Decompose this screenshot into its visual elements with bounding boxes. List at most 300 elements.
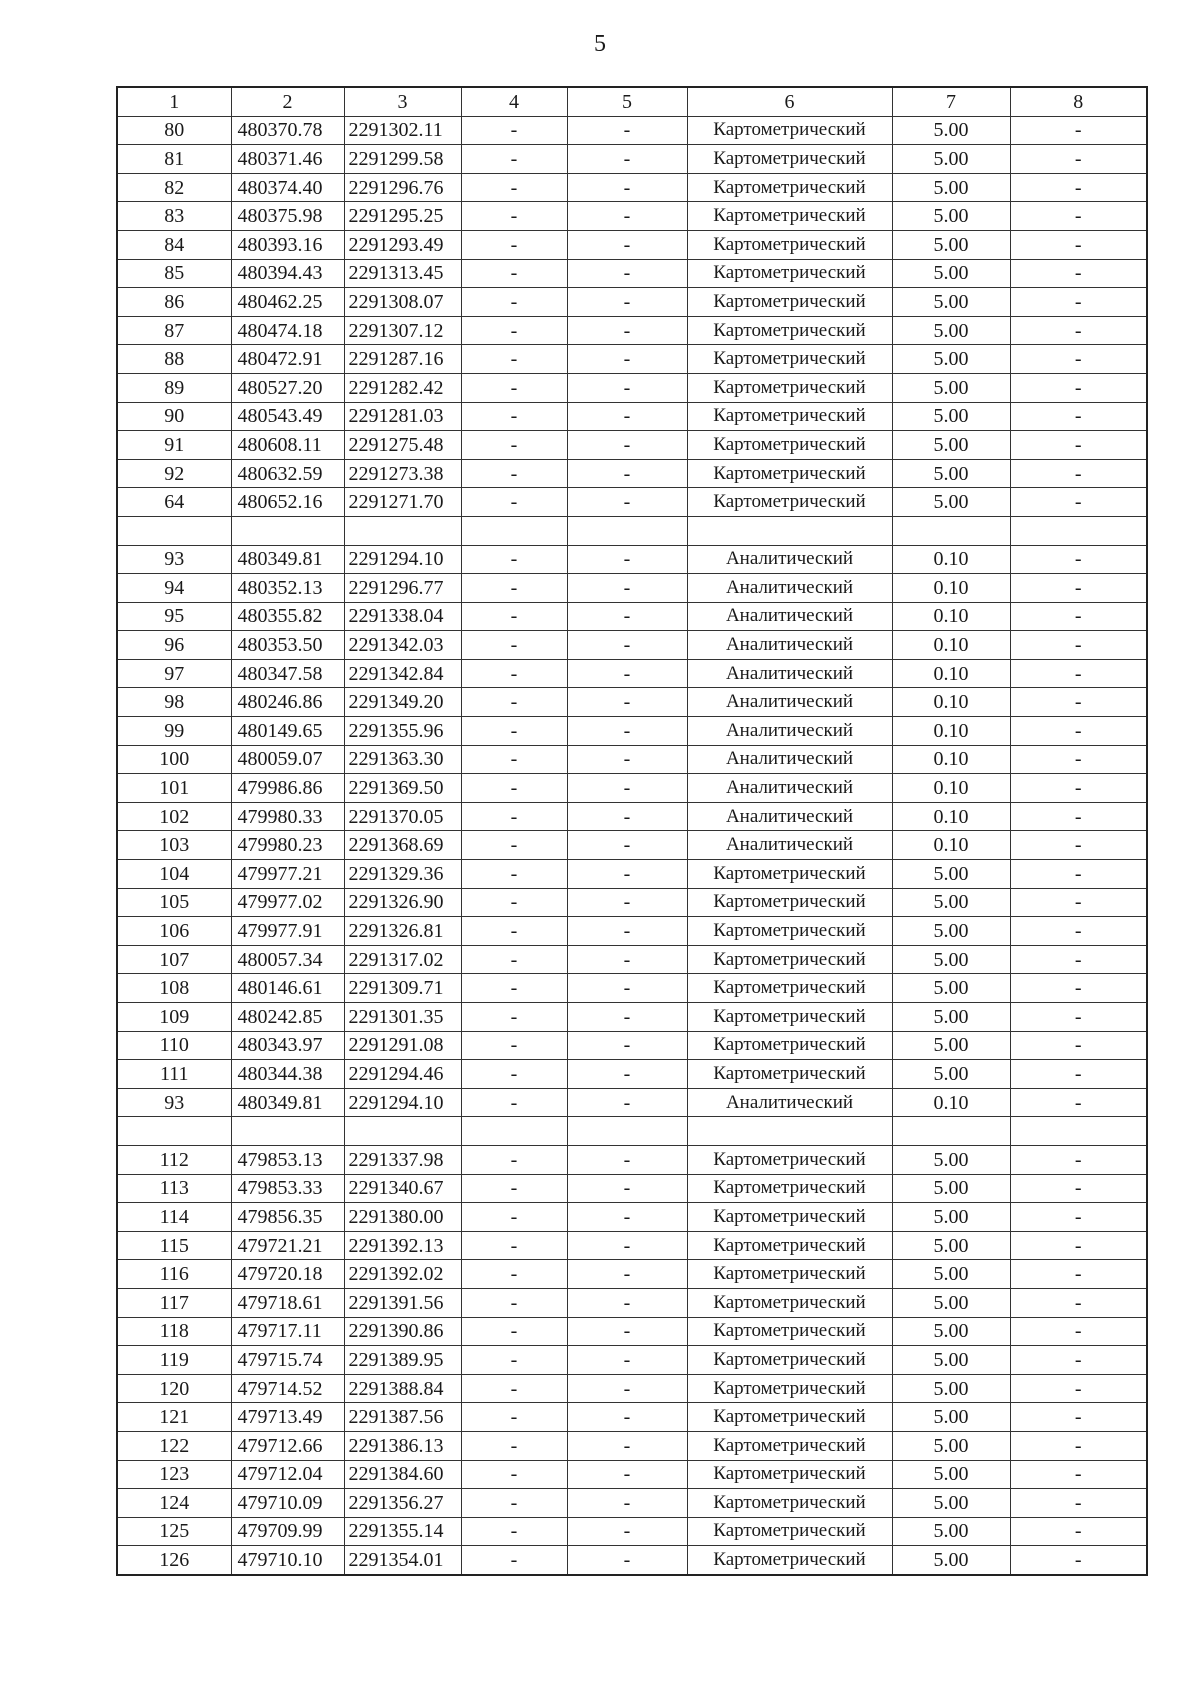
y-coordinate-cell: 2291389.95: [344, 1346, 461, 1375]
table-row: [117, 288, 1147, 317]
column-5-cell: -: [567, 1317, 687, 1346]
point-number-cell: 106: [117, 917, 231, 946]
method-cell: Картометрический: [687, 402, 892, 431]
table-row: [117, 1203, 1147, 1232]
y-coordinate-cell: 2291287.16: [344, 345, 461, 374]
accuracy-cell: [892, 516, 1010, 545]
y-coordinate-cell: 2291293.49: [344, 230, 461, 259]
point-number-cell: 83: [117, 202, 231, 231]
column-5-cell: -: [567, 1060, 687, 1089]
x-coordinate-cell: 480527.20: [231, 373, 344, 402]
point-number-cell: 84: [117, 230, 231, 259]
column-4-cell: -: [461, 1145, 567, 1174]
column-4-cell: -: [461, 288, 567, 317]
column-8-cell: -: [1010, 974, 1147, 1003]
y-coordinate-cell: 2291296.77: [344, 574, 461, 603]
column-4-cell: -: [461, 545, 567, 574]
point-number-cell: 105: [117, 888, 231, 917]
point-number-cell: 90: [117, 402, 231, 431]
accuracy-cell: 5.00: [892, 316, 1010, 345]
point-number-cell: 124: [117, 1489, 231, 1518]
header-row: [117, 87, 1147, 116]
column-4-cell: -: [461, 917, 567, 946]
y-coordinate-cell: 2291384.60: [344, 1460, 461, 1489]
table-row: [117, 1260, 1147, 1289]
x-coordinate-cell: 479715.74: [231, 1346, 344, 1375]
column-header-method: 6: [687, 87, 892, 116]
column-4-cell: -: [461, 345, 567, 374]
column-4-cell: -: [461, 1517, 567, 1546]
y-coordinate-cell: 2291309.71: [344, 974, 461, 1003]
column-4-cell: -: [461, 1260, 567, 1289]
column-5-cell: -: [567, 1346, 687, 1375]
y-coordinate-cell: 2291308.07: [344, 288, 461, 317]
x-coordinate-cell: 480632.59: [231, 459, 344, 488]
column-8-cell: -: [1010, 1060, 1147, 1089]
y-coordinate-cell: 2291307.12: [344, 316, 461, 345]
column-5-cell: -: [567, 1174, 687, 1203]
method-cell: Картометрический: [687, 459, 892, 488]
x-coordinate-cell: 480344.38: [231, 1060, 344, 1089]
x-coordinate-cell: [231, 1117, 344, 1146]
x-coordinate-cell: 480343.97: [231, 1031, 344, 1060]
method-cell: Картометрический: [687, 917, 892, 946]
column-8-cell: -: [1010, 1231, 1147, 1260]
column-5-cell: -: [567, 116, 687, 145]
x-coordinate-cell: 480146.61: [231, 974, 344, 1003]
table-row: [117, 831, 1147, 860]
table-row: [117, 202, 1147, 231]
y-coordinate-cell: 2291368.69: [344, 831, 461, 860]
column-4-cell: -: [461, 1546, 567, 1575]
table-row: [117, 974, 1147, 1003]
table-row: [117, 116, 1147, 145]
column-8-cell: -: [1010, 402, 1147, 431]
method-cell: Картометрический: [687, 202, 892, 231]
point-number-cell: 102: [117, 802, 231, 831]
method-cell: Картометрический: [687, 1374, 892, 1403]
column-8-cell: -: [1010, 574, 1147, 603]
point-number-cell: 80: [117, 116, 231, 145]
column-5-cell: -: [567, 1489, 687, 1518]
y-coordinate-cell: 2291370.05: [344, 802, 461, 831]
column-8-cell: -: [1010, 1346, 1147, 1375]
method-cell: Картометрический: [687, 1460, 892, 1489]
x-coordinate-cell: 479986.86: [231, 774, 344, 803]
coordinates-table: [116, 86, 1148, 1576]
method-cell: Аналитический: [687, 602, 892, 631]
column-4-cell: -: [461, 1060, 567, 1089]
accuracy-cell: 0.10: [892, 1088, 1010, 1117]
y-coordinate-cell: 2291391.56: [344, 1288, 461, 1317]
table-row: [117, 1403, 1147, 1432]
table-row: [117, 1374, 1147, 1403]
column-5-cell: -: [567, 259, 687, 288]
table-row: [117, 488, 1147, 517]
column-5-cell: -: [567, 145, 687, 174]
x-coordinate-cell: 480371.46: [231, 145, 344, 174]
table-row: [117, 373, 1147, 402]
point-number-cell: 120: [117, 1374, 231, 1403]
accuracy-cell: 5.00: [892, 459, 1010, 488]
column-8-cell: -: [1010, 1088, 1147, 1117]
method-cell: Аналитический: [687, 545, 892, 574]
column-8-cell: [1010, 516, 1147, 545]
accuracy-cell: 5.00: [892, 1374, 1010, 1403]
column-8-cell: -: [1010, 1145, 1147, 1174]
column-8-cell: -: [1010, 288, 1147, 317]
column-5-cell: -: [567, 402, 687, 431]
accuracy-cell: 0.10: [892, 574, 1010, 603]
column-5-cell: -: [567, 488, 687, 517]
column-4-cell: -: [461, 1003, 567, 1032]
method-cell: Картометрический: [687, 373, 892, 402]
column-4-cell: -: [461, 1403, 567, 1432]
table-row: [117, 745, 1147, 774]
method-cell: Картометрический: [687, 1288, 892, 1317]
method-cell: Картометрический: [687, 1031, 892, 1060]
x-coordinate-cell: 480057.34: [231, 945, 344, 974]
column-5-cell: -: [567, 1145, 687, 1174]
y-coordinate-cell: 2291273.38: [344, 459, 461, 488]
accuracy-cell: 5.00: [892, 1260, 1010, 1289]
table-row: [117, 259, 1147, 288]
table-row: [117, 659, 1147, 688]
table-row: [117, 574, 1147, 603]
column-8-cell: -: [1010, 545, 1147, 574]
y-coordinate-cell: 2291329.36: [344, 860, 461, 889]
x-coordinate-cell: 479712.04: [231, 1460, 344, 1489]
point-number-cell: 119: [117, 1346, 231, 1375]
method-cell: Аналитический: [687, 631, 892, 660]
column-header-4: 4: [461, 87, 567, 116]
x-coordinate-cell: 480349.81: [231, 545, 344, 574]
method-cell: Картометрический: [687, 1145, 892, 1174]
column-4-cell: -: [461, 945, 567, 974]
column-4-cell: -: [461, 173, 567, 202]
table-row: [117, 230, 1147, 259]
table-row: [117, 316, 1147, 345]
accuracy-cell: 5.00: [892, 1403, 1010, 1432]
column-4-cell: -: [461, 459, 567, 488]
column-5-cell: -: [567, 774, 687, 803]
column-8-cell: -: [1010, 1489, 1147, 1518]
table-row: [117, 1117, 1147, 1146]
method-cell: Картометрический: [687, 1003, 892, 1032]
column-8-cell: -: [1010, 230, 1147, 259]
point-number-cell: 122: [117, 1431, 231, 1460]
column-5-cell: [567, 1117, 687, 1146]
table-row: [117, 1174, 1147, 1203]
method-cell: Аналитический: [687, 745, 892, 774]
point-number-cell: 95: [117, 602, 231, 631]
point-number-cell: [117, 1117, 231, 1146]
accuracy-cell: 5.00: [892, 402, 1010, 431]
column-header-accuracy: 7: [892, 87, 1010, 116]
y-coordinate-cell: 2291282.42: [344, 373, 461, 402]
accuracy-cell: 5.00: [892, 1317, 1010, 1346]
accuracy-cell: 5.00: [892, 373, 1010, 402]
column-4-cell: -: [461, 974, 567, 1003]
point-number-cell: 100: [117, 745, 231, 774]
column-header-x: 2: [231, 87, 344, 116]
column-5-cell: -: [567, 345, 687, 374]
point-number-cell: [117, 516, 231, 545]
table-row: [117, 917, 1147, 946]
table-row: [117, 402, 1147, 431]
method-cell: Картометрический: [687, 288, 892, 317]
column-8-cell: -: [1010, 688, 1147, 717]
column-8-cell: -: [1010, 1260, 1147, 1289]
column-8-cell: -: [1010, 1403, 1147, 1432]
y-coordinate-cell: 2291355.96: [344, 717, 461, 746]
x-coordinate-cell: 479977.02: [231, 888, 344, 917]
column-4-cell: -: [461, 574, 567, 603]
column-5-cell: -: [567, 717, 687, 746]
column-4-cell: -: [461, 888, 567, 917]
column-5-cell: -: [567, 373, 687, 402]
y-coordinate-cell: 2291340.67: [344, 1174, 461, 1203]
x-coordinate-cell: 479853.33: [231, 1174, 344, 1203]
column-4-cell: -: [461, 230, 567, 259]
x-coordinate-cell: 480242.85: [231, 1003, 344, 1032]
column-8-cell: -: [1010, 345, 1147, 374]
y-coordinate-cell: 2291326.81: [344, 917, 461, 946]
column-8-cell: -: [1010, 431, 1147, 460]
table-row: [117, 1546, 1147, 1575]
page-number: 5: [594, 31, 606, 57]
accuracy-cell: 0.10: [892, 717, 1010, 746]
table-row: [117, 631, 1147, 660]
point-number-cell: 123: [117, 1460, 231, 1489]
column-5-cell: -: [567, 1088, 687, 1117]
x-coordinate-cell: 480349.81: [231, 1088, 344, 1117]
x-coordinate-cell: 479980.33: [231, 802, 344, 831]
point-number-cell: 101: [117, 774, 231, 803]
accuracy-cell: 0.10: [892, 545, 1010, 574]
column-5-cell: -: [567, 1003, 687, 1032]
table-row: [117, 459, 1147, 488]
column-5-cell: -: [567, 688, 687, 717]
column-4-cell: -: [461, 1203, 567, 1232]
column-8-cell: -: [1010, 373, 1147, 402]
y-coordinate-cell: 2291301.35: [344, 1003, 461, 1032]
column-4-cell: -: [461, 259, 567, 288]
method-cell: Картометрический: [687, 259, 892, 288]
column-header-y: 3: [344, 87, 461, 116]
column-8-cell: -: [1010, 945, 1147, 974]
accuracy-cell: 5.00: [892, 345, 1010, 374]
x-coordinate-cell: 479977.21: [231, 860, 344, 889]
accuracy-cell: 5.00: [892, 917, 1010, 946]
table-row: [117, 145, 1147, 174]
x-coordinate-cell: 480374.40: [231, 173, 344, 202]
method-cell: Аналитический: [687, 688, 892, 717]
table-row: [117, 860, 1147, 889]
y-coordinate-cell: 2291380.00: [344, 1203, 461, 1232]
column-header-8: 8: [1010, 87, 1147, 116]
column-4-cell: -: [461, 316, 567, 345]
column-8-cell: -: [1010, 631, 1147, 660]
table-row: [117, 1317, 1147, 1346]
column-5-cell: -: [567, 1031, 687, 1060]
column-8-cell: -: [1010, 1288, 1147, 1317]
x-coordinate-cell: 480355.82: [231, 602, 344, 631]
y-coordinate-cell: 2291363.30: [344, 745, 461, 774]
accuracy-cell: 5.00: [892, 230, 1010, 259]
accuracy-cell: 0.10: [892, 631, 1010, 660]
point-number-cell: 86: [117, 288, 231, 317]
point-number-cell: 93: [117, 1088, 231, 1117]
x-coordinate-cell: 480353.50: [231, 631, 344, 660]
point-number-cell: 103: [117, 831, 231, 860]
column-5-cell: -: [567, 230, 687, 259]
y-coordinate-cell: 2291337.98: [344, 1145, 461, 1174]
column-5-cell: -: [567, 974, 687, 1003]
y-coordinate-cell: 2291342.03: [344, 631, 461, 660]
accuracy-cell: 5.00: [892, 1145, 1010, 1174]
column-5-cell: -: [567, 1431, 687, 1460]
method-cell: Картометрический: [687, 345, 892, 374]
point-number-cell: 88: [117, 345, 231, 374]
column-8-cell: -: [1010, 1031, 1147, 1060]
accuracy-cell: 0.10: [892, 831, 1010, 860]
column-4-cell: -: [461, 1460, 567, 1489]
column-4-cell: -: [461, 1317, 567, 1346]
point-number-cell: 116: [117, 1260, 231, 1289]
accuracy-cell: 5.00: [892, 288, 1010, 317]
column-4-cell: -: [461, 1174, 567, 1203]
y-coordinate-cell: 2291392.13: [344, 1231, 461, 1260]
x-coordinate-cell: 480347.58: [231, 659, 344, 688]
method-cell: Картометрический: [687, 1260, 892, 1289]
column-4-cell: -: [461, 659, 567, 688]
accuracy-cell: 5.00: [892, 945, 1010, 974]
column-8-cell: -: [1010, 459, 1147, 488]
column-5-cell: -: [567, 545, 687, 574]
column-5-cell: -: [567, 459, 687, 488]
accuracy-cell: 5.00: [892, 974, 1010, 1003]
point-number-cell: 110: [117, 1031, 231, 1060]
column-8-cell: -: [1010, 802, 1147, 831]
y-coordinate-cell: 2291349.20: [344, 688, 461, 717]
column-5-cell: -: [567, 574, 687, 603]
column-4-cell: -: [461, 802, 567, 831]
column-5-cell: -: [567, 602, 687, 631]
y-coordinate-cell: 2291342.84: [344, 659, 461, 688]
table-row: [117, 545, 1147, 574]
column-8-cell: -: [1010, 1203, 1147, 1232]
method-cell: Аналитический: [687, 774, 892, 803]
column-4-cell: [461, 516, 567, 545]
point-number-cell: 115: [117, 1231, 231, 1260]
x-coordinate-cell: 479977.91: [231, 917, 344, 946]
x-coordinate-cell: 480059.07: [231, 745, 344, 774]
method-cell: [687, 1117, 892, 1146]
y-coordinate-cell: 2291386.13: [344, 1431, 461, 1460]
x-coordinate-cell: 479720.18: [231, 1260, 344, 1289]
table-row: [117, 1060, 1147, 1089]
y-coordinate-cell: 2291294.10: [344, 545, 461, 574]
y-coordinate-cell: 2291271.70: [344, 488, 461, 517]
accuracy-cell: 0.10: [892, 602, 1010, 631]
x-coordinate-cell: 479712.66: [231, 1431, 344, 1460]
method-cell: Картометрический: [687, 974, 892, 1003]
table-row: [117, 1231, 1147, 1260]
point-number-cell: 93: [117, 545, 231, 574]
column-8-cell: -: [1010, 602, 1147, 631]
accuracy-cell: 5.00: [892, 1517, 1010, 1546]
accuracy-cell: 5.00: [892, 1231, 1010, 1260]
column-5-cell: -: [567, 1517, 687, 1546]
x-coordinate-cell: 479718.61: [231, 1288, 344, 1317]
y-coordinate-cell: 2291355.14: [344, 1517, 461, 1546]
column-4-cell: -: [461, 631, 567, 660]
column-5-cell: -: [567, 888, 687, 917]
column-8-cell: -: [1010, 145, 1147, 174]
column-5-cell: -: [567, 1403, 687, 1432]
y-coordinate-cell: 2291313.45: [344, 259, 461, 288]
x-coordinate-cell: 480608.11: [231, 431, 344, 460]
table-row: [117, 1346, 1147, 1375]
column-4-cell: -: [461, 831, 567, 860]
method-cell: Картометрический: [687, 431, 892, 460]
column-5-cell: -: [567, 316, 687, 345]
accuracy-cell: 5.00: [892, 1003, 1010, 1032]
method-cell: Аналитический: [687, 574, 892, 603]
column-8-cell: -: [1010, 488, 1147, 517]
y-coordinate-cell: 2291392.02: [344, 1260, 461, 1289]
y-coordinate-cell: 2291291.08: [344, 1031, 461, 1060]
column-5-cell: [567, 516, 687, 545]
method-cell: Картометрический: [687, 1231, 892, 1260]
column-4-cell: -: [461, 1489, 567, 1518]
column-4-cell: -: [461, 1088, 567, 1117]
accuracy-cell: 5.00: [892, 259, 1010, 288]
point-number-cell: 114: [117, 1203, 231, 1232]
method-cell: Картометрический: [687, 1060, 892, 1089]
table-row: [117, 1031, 1147, 1060]
point-number-cell: 98: [117, 688, 231, 717]
point-number-cell: 113: [117, 1174, 231, 1203]
accuracy-cell: 5.00: [892, 1203, 1010, 1232]
y-coordinate-cell: [344, 516, 461, 545]
y-coordinate-cell: 2291317.02: [344, 945, 461, 974]
column-5-cell: -: [567, 831, 687, 860]
column-header-5: 5: [567, 87, 687, 116]
method-cell: Картометрический: [687, 1403, 892, 1432]
y-coordinate-cell: 2291390.86: [344, 1317, 461, 1346]
column-header-point: 1: [117, 87, 231, 116]
point-number-cell: 96: [117, 631, 231, 660]
accuracy-cell: 5.00: [892, 1460, 1010, 1489]
point-number-cell: 92: [117, 459, 231, 488]
point-number-cell: 87: [117, 316, 231, 345]
table-header: [117, 87, 1147, 116]
y-coordinate-cell: 2291388.84: [344, 1374, 461, 1403]
column-5-cell: -: [567, 1288, 687, 1317]
method-cell: Картометрический: [687, 316, 892, 345]
method-cell: Картометрический: [687, 1546, 892, 1575]
column-5-cell: -: [567, 431, 687, 460]
y-coordinate-cell: 2291294.10: [344, 1088, 461, 1117]
table-row: [117, 774, 1147, 803]
point-number-cell: 121: [117, 1403, 231, 1432]
point-number-cell: 107: [117, 945, 231, 974]
table-row: [117, 1517, 1147, 1546]
y-coordinate-cell: 2291302.11: [344, 116, 461, 145]
point-number-cell: 89: [117, 373, 231, 402]
